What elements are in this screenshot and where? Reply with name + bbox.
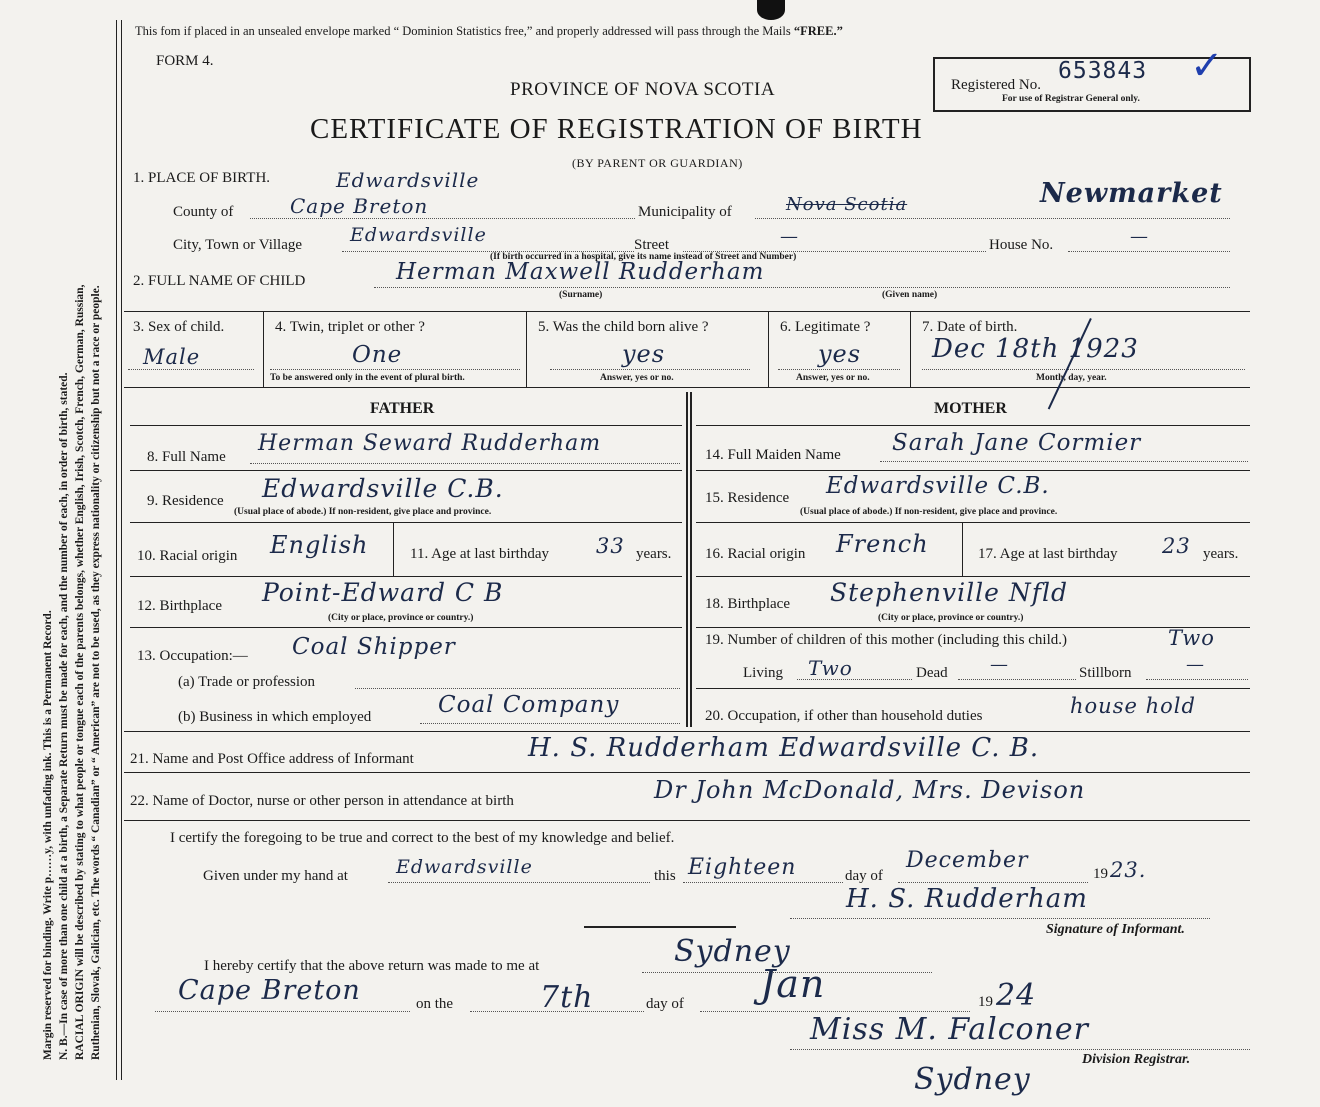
page-title: CERTIFICATE OF REGISTRATION OF BIRTH (310, 113, 923, 145)
alive-value: yes (622, 340, 666, 368)
informant-value: H. S. Rudderham Edwardsville C. B. (528, 733, 1040, 763)
row-rule-top (124, 311, 1250, 312)
column-divider-2 (690, 392, 692, 727)
dob-rule (922, 369, 1245, 370)
stillborn-label: Stillborn (1079, 665, 1132, 681)
father-res-value: Edwardsville C.B. (262, 474, 504, 503)
mother-age-label: 17. Age at last birthday (978, 546, 1118, 562)
dead-label: Dead (916, 665, 948, 681)
certify-month-rule (898, 882, 1088, 883)
house-value: — (1130, 226, 1149, 247)
street-value: — (780, 226, 799, 247)
legit-rule (778, 369, 900, 370)
father-rule-3 (130, 522, 682, 523)
father-birth-note: (City or place, province or country.) (328, 613, 474, 623)
doctor-value: Dr John McDonald, Mrs. Devison (654, 776, 1086, 804)
margin-line-2: N. B.—In case of more than one child at a birth, a Separate Return must be made for each, and the number of each, in order of birth, stated. (58, 372, 70, 1060)
county-value: Cape Breton (290, 194, 429, 218)
checkmark-icon: ✓ (1190, 43, 1224, 88)
cell-divider-2 (526, 311, 527, 387)
informant-sig-caption: Signature of Informant. (1046, 922, 1185, 937)
registrar-sig-rule (790, 1049, 1250, 1050)
father-trade-label: (a) Trade or profession (178, 674, 316, 690)
twin-note: To be answered only in the event of plural birth. (270, 373, 465, 383)
registrar-day-value: 7th (540, 980, 594, 1015)
mother-rule-2 (696, 470, 1250, 471)
father-business-rule (420, 723, 680, 724)
sex-rule (128, 369, 254, 370)
doctor-rule-bottom (124, 820, 1250, 821)
registrar-caption: Division Registrar. (1082, 1052, 1191, 1067)
father-name-value: Herman Seward Rudderham (258, 431, 602, 456)
street-label: Street (634, 237, 669, 253)
mother-name-rule (880, 461, 1248, 462)
informant-label: 21. Name and Post Office address of Informant (130, 751, 414, 767)
county-label: County of (173, 204, 234, 220)
child-name-value: Herman Maxwell Rudderham (396, 259, 765, 285)
registrar-month-value: Jan (760, 962, 826, 1006)
registrar-statement: I hereby certify that the above return was made to me at (204, 958, 540, 974)
seal-mark (757, 0, 785, 20)
mother-children-label: 19. Number of children of this mother (including this child.) (705, 632, 1068, 648)
mother-res-value: Edwardsville C.B. (826, 473, 1050, 499)
bottom-note: Sydney (914, 1062, 1031, 1097)
sex-label: 3. Sex of child. (133, 319, 225, 335)
informant-rule-top (124, 731, 1250, 732)
mother-occ-value: house hold (1070, 694, 1196, 718)
city-label: City, Town or Village (173, 237, 303, 253)
father-rule-2 (130, 470, 682, 471)
informant-sig-rule (790, 918, 1210, 919)
legit-note: Answer, yes or no. (796, 373, 870, 383)
stillborn-value: — (1186, 654, 1205, 675)
stillborn-rule (1146, 679, 1248, 680)
father-rule-4 (130, 576, 682, 577)
father-race-value: English (270, 531, 369, 559)
informant-signature: H. S. Rudderham (846, 884, 1088, 914)
father-rule-1 (130, 425, 682, 426)
alive-note: Answer, yes or no. (600, 373, 674, 383)
dob-label: 7. Date of birth. (922, 319, 1018, 335)
twin-label: 4. Twin, triplet or other ? (275, 319, 425, 335)
this-rule (683, 882, 843, 883)
mother-rule-4 (696, 576, 1250, 577)
mother-rule-5 (696, 627, 1250, 628)
place-value: Edwardsville (336, 168, 480, 192)
given-note: (Given name) (882, 290, 938, 300)
dead-rule (958, 679, 1076, 680)
father-race-divider (393, 522, 394, 576)
dob-value: Dec 18th 1923 (932, 334, 1139, 364)
municipality-rule (755, 218, 1230, 219)
father-res-label: 9. Residence (147, 493, 224, 509)
child-name-label: 2. FULL NAME OF CHILD (133, 273, 306, 289)
county-rule (250, 218, 635, 219)
row-rule-bottom (124, 387, 1250, 388)
registered-label: Registered No. (951, 77, 1041, 93)
mother-res-note: (Usual place of abode.) If non-resident, give place and province. (800, 507, 1058, 517)
registrar-county-value: Cape Breton (178, 975, 361, 1006)
city-value: Edwardsville (350, 224, 487, 246)
mother-race-value: French (836, 530, 929, 558)
municipality-label: Municipality of (638, 204, 732, 220)
mother-name-label: 14. Full Maiden Name (705, 447, 841, 463)
registrar-year-prefix: 19 (978, 994, 993, 1010)
mother-birth-note: (City or place, province or country.) (878, 613, 1024, 623)
certify-statement: I certify the foregoing to be true and correct to the best of my knowledge and belief. (170, 830, 675, 846)
living-value: Two (808, 656, 853, 680)
mother-name-value: Sarah Jane Cormier (892, 430, 1142, 456)
father-race-label: 10. Racial origin (137, 548, 238, 564)
section-rule (584, 926, 736, 928)
municipality-struck: Nova Scotia (786, 194, 908, 215)
mother-race-divider (962, 522, 963, 576)
given-place: Edwardsville (396, 856, 533, 878)
margin-rule-inner (121, 20, 122, 1080)
father-trade-rule (355, 688, 680, 689)
column-divider (686, 392, 688, 727)
province-heading: PROVINCE OF NOVA SCOTIA (510, 79, 776, 100)
margin-line-1: Margin reserved for binding. Write p……y, with unfading ink. This is a Permanent Record. (42, 610, 54, 1060)
cell-divider-4 (910, 311, 911, 387)
twin-value: One (352, 342, 403, 368)
given-label: Given under my hand at (203, 868, 348, 884)
father-occ-value: Coal Shipper (292, 634, 456, 660)
father-years: years. (636, 546, 672, 562)
father-age-value: 33 (596, 534, 625, 558)
registrar-place-value: Sydney (674, 934, 791, 969)
father-name-rule (250, 463, 680, 464)
certify-year-prefix: 19 (1093, 866, 1108, 882)
mother-birth-label: 18. Birthplace (705, 596, 790, 612)
doctor-label: 22. Name of Doctor, nurse or other person in attendance at birth (130, 793, 514, 809)
registrar-county-rule (155, 1011, 410, 1012)
child-name-rule (374, 287, 1230, 288)
father-age-label: 11. Age at last birthday (410, 546, 549, 562)
certify-day-of: day of (845, 868, 883, 884)
mother-race-label: 16. Racial origin (705, 546, 806, 562)
registrar-on-the: on the (416, 996, 454, 1012)
surname-note: (Surname) (559, 290, 603, 300)
registrar-year-value: 24 (996, 978, 1037, 1013)
mother-rule-3 (696, 522, 1250, 523)
mail-note-free: “FREE.” (793, 24, 843, 38)
this-value: Eighteen (688, 855, 797, 880)
mother-children-value: Two (1168, 626, 1215, 650)
mother-rule-6 (696, 688, 1250, 689)
given-rule (388, 882, 650, 883)
certify-year-value: 23. (1110, 858, 1147, 882)
legit-value: yes (818, 340, 862, 368)
father-rule-5 (130, 627, 682, 628)
mother-birth-value: Stephenville Nfld (830, 578, 1068, 607)
municipality-value: Newmarket (1040, 178, 1223, 209)
dead-value: — (990, 654, 1009, 675)
margin-line-3: RACIAL ORIGIN will be described by stating to what people or tongue each of the parents belongs, whether English, Irish, Scotch, French, German, Russian, (74, 284, 86, 1060)
twin-rule (270, 369, 520, 370)
margin-instructions (40, 0, 104, 1060)
page-subtitle: (BY PARENT OR GUARDIAN) (572, 156, 743, 170)
mother-occ-label: 20. Occupation, if other than household duties (705, 708, 983, 724)
father-birth-value: Point-Edward C B (262, 578, 504, 607)
sex-value: Male (143, 345, 201, 369)
father-name-label: 8. Full Name (147, 449, 226, 465)
mother-res-label: 15. Residence (705, 490, 790, 506)
hospital-note: (If birth occurred in a hospital, give its name instead of Street and Number) (490, 252, 797, 262)
mother-heading: MOTHER (934, 400, 1007, 417)
mother-years: years. (1203, 546, 1239, 562)
father-res-note: (Usual place of abode.) If non-resident, give place and province. (234, 507, 492, 517)
dob-note: Month, day, year. (1036, 373, 1107, 383)
cell-divider-1 (263, 311, 264, 387)
registered-number: 653843 (1058, 58, 1148, 84)
place-label: 1. PLACE OF BIRTH. (133, 170, 271, 186)
mail-note-b: m if placed in an unsealed envelope marked “ Dominion Statistics free,” and properly addressed will pass through the Mails (170, 24, 794, 38)
father-birth-label: 12. Birthplace (137, 598, 222, 614)
father-business-value: Coal Company (438, 692, 620, 718)
alive-label: 5. Was the child born alive ? (538, 319, 709, 335)
this-label: this (654, 868, 676, 884)
registrar-day-of: day of (646, 996, 684, 1012)
registrar-signature: Miss M. Falconer (810, 1012, 1089, 1047)
mother-rule-1 (696, 425, 1250, 426)
registrar-note: For use of Registrar General only. (1002, 94, 1140, 104)
father-heading: FATHER (370, 400, 435, 417)
informant-rule-bottom (124, 772, 1250, 773)
margin-line-4: Ruthenian, Slovak, Galician, etc. The words “ Canadian” or “ American” are not to be used, as they express nationality or citizenship but not a race or people. (90, 285, 102, 1060)
alive-rule (550, 369, 750, 370)
form-number: FORM 4. (156, 53, 214, 69)
margin-rule (116, 20, 117, 1080)
mother-age-value: 23 (1162, 534, 1191, 558)
father-business-label: (b) Business in which employed (178, 709, 372, 725)
certify-month-value: December (906, 848, 1029, 873)
living-label: Living (743, 665, 783, 681)
mail-note (135, 24, 843, 39)
cell-divider-3 (768, 311, 769, 387)
father-occ-label: 13. Occupation:— (137, 648, 248, 664)
mail-note-a: This fo (135, 24, 171, 38)
house-rule (1068, 251, 1230, 252)
legit-label: 6. Legitimate ? (780, 319, 871, 335)
house-label: House No. (989, 237, 1054, 253)
